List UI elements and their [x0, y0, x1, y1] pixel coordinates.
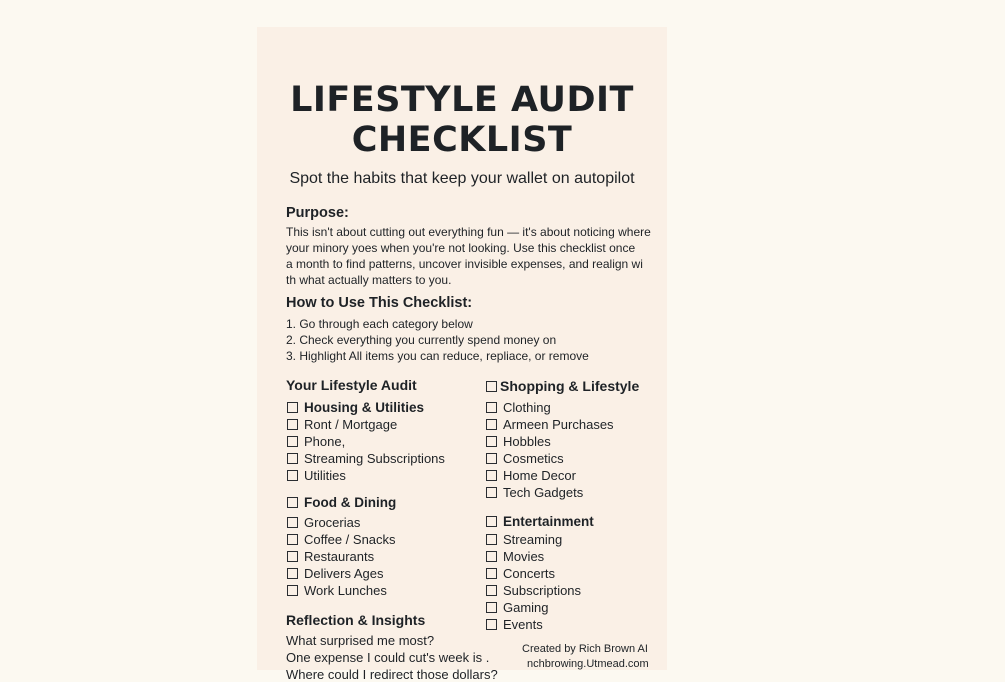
checklist-item[interactable]: [486, 451, 564, 466]
item-label: Movies: [503, 549, 545, 564]
checklist-item[interactable]: [486, 417, 614, 432]
category-label: Shopping & Lifestyle: [500, 378, 640, 394]
item-label: Streaming Subscriptions: [304, 451, 445, 466]
checklist-item[interactable]: [486, 617, 543, 632]
checklist-item[interactable]: [287, 451, 445, 466]
checklist-item[interactable]: [486, 400, 551, 415]
item-label: Armeen Purchases: [503, 417, 614, 432]
category-label: Entertainment: [503, 514, 594, 529]
purpose-line: a month to find patterns, uncover invisible expenses, and realign wi: [286, 257, 643, 271]
category-label: Housing & Utilities: [304, 400, 425, 415]
how-to-step: 1. Go through each category below: [286, 317, 473, 331]
page-title-line-1: LIFESTYLE AUDIT: [290, 80, 634, 120]
audit-heading: Your Lifestyle Audit: [286, 377, 417, 393]
checkbox-icon[interactable]: [486, 419, 497, 430]
checklist-item[interactable]: [287, 566, 383, 581]
item-label: Ront / Mortgage: [304, 417, 398, 432]
checklist-item[interactable]: [486, 583, 581, 598]
checkbox-icon[interactable]: [486, 453, 497, 464]
item-label: Coffee / Snacks: [304, 532, 396, 547]
item-label: Concerts: [503, 566, 556, 581]
checklist-item[interactable]: [486, 566, 555, 581]
item-label: Delivers Ages: [304, 566, 384, 581]
checklist-item[interactable]: [486, 434, 551, 449]
item-label: Subscriptions: [503, 583, 582, 598]
checkbox-icon[interactable]: [287, 419, 298, 430]
page-subtitle: Spot the habits that keep your wallet on autopilot: [289, 170, 635, 187]
checklist-item[interactable]: [287, 434, 345, 449]
checklist-item[interactable]: [287, 549, 374, 564]
item-label: Home Decor: [503, 468, 576, 483]
checklist-sheet: [257, 27, 667, 682]
checkbox-icon[interactable]: [486, 602, 497, 613]
checklist-item[interactable]: [287, 417, 397, 432]
checkbox-icon[interactable]: [486, 436, 497, 447]
category-entertainment[interactable]: [486, 514, 594, 529]
reflection-heading: Reflection & Insights: [286, 612, 426, 628]
checkbox-icon[interactable]: [486, 534, 497, 545]
item-label: Restaurants: [304, 549, 375, 564]
category-housing[interactable]: [287, 400, 424, 415]
item-label: Utilities: [304, 468, 346, 483]
checkbox-icon[interactable]: [486, 568, 497, 579]
checklist-item[interactable]: [486, 468, 576, 483]
item-label: Events: [503, 617, 543, 632]
checkbox-icon[interactable]: [486, 402, 497, 413]
checkbox-icon[interactable]: [287, 402, 298, 413]
checklist-item[interactable]: [486, 532, 562, 547]
checklist-item[interactable]: [486, 485, 583, 500]
reflection-prompt: Where could I redirect those dollars?: [286, 667, 498, 682]
checklist-item[interactable]: [486, 549, 544, 564]
checkbox-icon[interactable]: [287, 551, 298, 562]
checkbox-icon[interactable]: [287, 585, 298, 596]
item-label: Phone,: [304, 434, 346, 449]
category-label: Food & Dining: [304, 495, 397, 510]
purpose-heading: Purpose:: [286, 205, 349, 221]
checkbox-icon[interactable]: [486, 619, 497, 630]
category-shopping[interactable]: [486, 378, 639, 394]
item-label: Cosmetics: [503, 451, 564, 466]
checkbox-icon[interactable]: [287, 497, 298, 508]
how-to-step: 2. Check everything you currently spend money on: [286, 333, 557, 347]
checklist-item[interactable]: [287, 468, 346, 483]
page-title-line-2: CHECKLIST: [351, 120, 573, 160]
checkbox-icon[interactable]: [486, 470, 497, 481]
checkbox-icon[interactable]: [287, 453, 298, 464]
checkbox-icon[interactable]: [287, 534, 298, 545]
checkbox-icon[interactable]: [287, 470, 298, 481]
item-label: Clothing: [503, 400, 551, 415]
reflection-prompt: One expense I could cut's week is .: [286, 650, 490, 665]
credit-author: Created by Rich Brown AI: [522, 643, 648, 655]
checkbox-icon[interactable]: [287, 436, 298, 447]
checkbox-icon[interactable]: [486, 487, 497, 498]
checklist-item[interactable]: [287, 583, 387, 598]
checkbox-icon[interactable]: [486, 381, 497, 392]
reflection-prompt: What surprised me most?: [286, 633, 435, 648]
checkbox-icon[interactable]: [486, 516, 497, 527]
item-label: Work Lunches: [304, 583, 387, 598]
checkbox-icon[interactable]: [287, 517, 298, 528]
purpose-line: your minory yoes when you're not looking. Use this checklist once: [286, 241, 636, 255]
checklist-item[interactable]: [486, 600, 549, 615]
purpose-line: th what actually matters to you.: [286, 273, 452, 287]
checklist-item[interactable]: [287, 515, 360, 530]
item-label: Grocerias: [304, 515, 361, 530]
checklist-item[interactable]: [287, 532, 396, 547]
item-label: Hobbles: [503, 434, 551, 449]
item-label: Streaming: [503, 532, 563, 547]
purpose-line: This isn't about cutting out everything fun — it's about noticing where: [286, 225, 651, 239]
checkbox-icon[interactable]: [486, 551, 497, 562]
checkbox-icon[interactable]: [287, 568, 298, 579]
how-to-heading: How to Use This Checklist:: [286, 295, 473, 311]
category-food[interactable]: [287, 495, 396, 510]
credit-website: nchbrowing.Utmead.com: [527, 658, 649, 670]
item-label: Tech Gadgets: [503, 485, 584, 500]
how-to-step: 3. Highlight All items you can reduce, repliace, or remove: [286, 349, 589, 363]
item-label: Gaming: [503, 600, 549, 615]
checkbox-icon[interactable]: [486, 585, 497, 596]
